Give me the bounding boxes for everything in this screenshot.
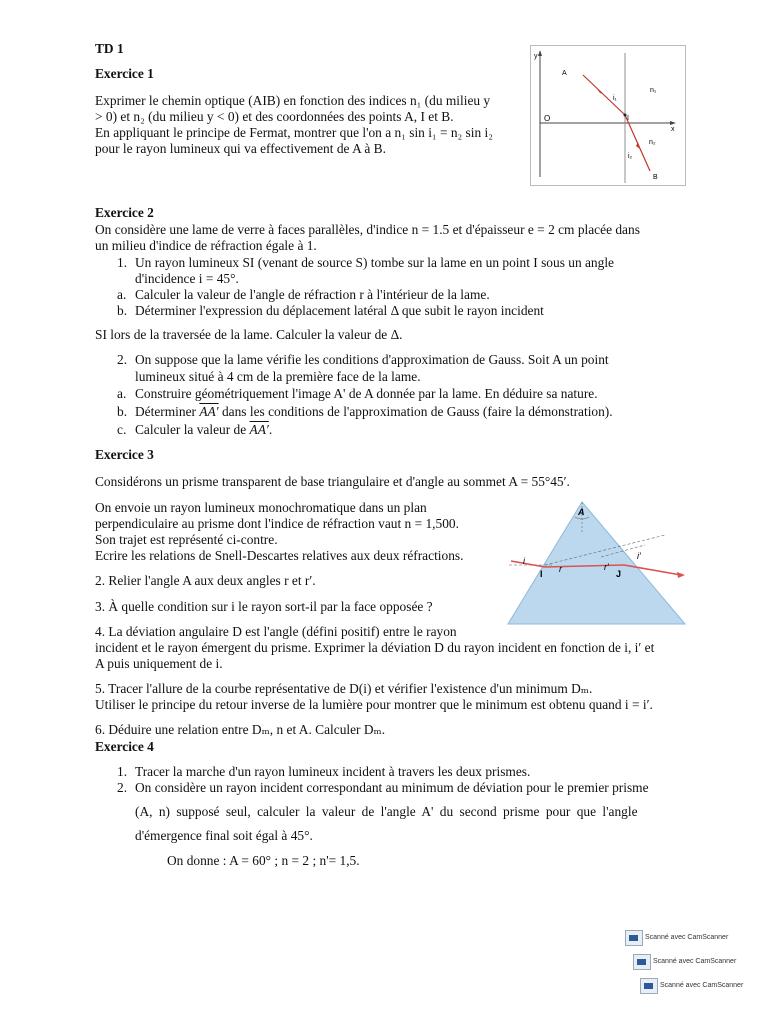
- camscanner-logo-icon: [640, 978, 658, 994]
- ex4-q2-line-2: (A, n) supposé seul, calculer la valeur de l'angle A' du second prisme pour que l'angle: [135, 804, 638, 819]
- label-point-j: J: [616, 569, 622, 579]
- q2b-prefix: Déterminer: [135, 404, 200, 419]
- camscanner-logo-icon: [633, 954, 651, 970]
- exercise-4-heading: Exercice 4: [95, 739, 154, 754]
- scanner-stamp-2: [633, 954, 736, 970]
- exercise-1-heading: Exercice 1: [95, 66, 154, 81]
- ex1-line-3: En appliquant le principe de Fermat, montrer que l'on a n₁ sin i₁ = n₂ sin i₂: [95, 125, 493, 140]
- scanner-label-1: Scanné avec CamScanner: [645, 934, 729, 941]
- label-a: A: [562, 70, 567, 77]
- prism-figure: [505, 497, 695, 627]
- refraction-figure: [530, 45, 686, 186]
- label-y: y: [534, 53, 538, 60]
- camscanner-logo-icon: [625, 930, 643, 946]
- scanner-label-3: Scanné avec CamScanner: [660, 982, 744, 989]
- ex3-q6: 6. Déduire une relation entre Dₘ, n et A. Calculer Dₘ.: [95, 722, 386, 737]
- scanner-stamp-3: [640, 978, 743, 994]
- ex1-line-1: Exprimer le chemin optique (AIB) en fonction des indices n₁ (du milieu y: [95, 93, 491, 108]
- ex2-si-line: SI lors de la traversée de la lame. Calculer la valeur de Δ.: [95, 327, 403, 342]
- ex3-q5-line-2: Utiliser le principe du retour inverse de la lumière pour montrer que le minimum est obtenu quand i = i′.: [95, 697, 653, 712]
- ex1-line-4: pour le rayon lumineux qui va effectivement de A à B.: [95, 141, 386, 156]
- ex2-q2-line-1: On suppose que la lame vérifie les conditions d'approximation de Gauss. Soit A un point: [135, 352, 609, 367]
- label-i2: i₂: [628, 153, 633, 160]
- prism-triangle: [508, 502, 685, 624]
- ex2-q2-line-2: lumineux situé à 4 cm de la première face de la lame.: [135, 369, 421, 384]
- q2c-suffix: .: [268, 422, 273, 437]
- ex3-q5-line-1: 5. Tracer l'allure de la courbe représentative de D(i) et vérifier l'existence d'un minimum Dₘ.: [95, 681, 593, 696]
- ex3-q3: 3. À quelle condition sur i le rayon sort-il par la face opposée ?: [95, 599, 433, 614]
- label-r: r: [559, 564, 562, 574]
- label-apex-a: A: [578, 507, 585, 517]
- label-x: x: [671, 126, 675, 133]
- label-b: B: [653, 174, 658, 181]
- ex3-p1-line-1: On envoie un rayon lumineux monochromatique dans un plan: [95, 500, 427, 515]
- label-i-prime: i′: [637, 551, 641, 561]
- ex3-q4-line-1: 4. La déviation angulaire D est l'angle (défini positif) entre le rayon: [95, 624, 457, 639]
- page-title: TD 1: [95, 41, 124, 56]
- ex3-q2: 2. Relier l'angle A aux deux angles r et r′.: [95, 573, 316, 588]
- figure-frame: [531, 46, 686, 186]
- ex3-q4-line-3: A puis uniquement de i.: [95, 656, 223, 671]
- label-o: O: [544, 114, 551, 123]
- label-i: i: [523, 556, 525, 566]
- ex1-line-2: > 0) et n₂ (du milieu y < 0) et des coordonnées des points A, I et B.: [95, 109, 454, 124]
- ex2-intro-1: On considère une lame de verre à faces parallèles, d'indice n = 1.5 et d'épaisseur e = 2 cm placée dans: [95, 222, 640, 237]
- aa-vector: AA′: [199, 404, 219, 419]
- label-point-i: I: [540, 569, 543, 579]
- ex4-q2-line-1: On considère un rayon incident correspondant au minimum de déviation pour le premier prisme: [135, 780, 649, 795]
- ray-arrow: [677, 572, 685, 578]
- ex2-intro-2: un milieu d'indice de réfraction égale à 1.: [95, 238, 317, 253]
- ex2-q2c: [135, 422, 272, 438]
- ex2-q1-number: 1.: [117, 255, 128, 270]
- q2b-suffix: dans les conditions de l'approximation de Gauss (faire la démonstration).: [218, 404, 613, 419]
- ex2-q2a: Construire géométriquement l'image A' de A donnée par la lame. En déduire sa nature.: [135, 386, 598, 401]
- ex2-q2c-number: c.: [117, 422, 127, 437]
- label-n2: n₂: [649, 139, 656, 146]
- ex2-qb-number: b.: [117, 303, 128, 318]
- exercise-3-heading: Exercice 3: [95, 447, 154, 462]
- ex2-q2b-number: b.: [117, 404, 128, 419]
- q2c-prefix: Calculer la valeur de: [135, 422, 250, 437]
- ex3-p1-line-4: Ecrire les relations de Snell-Descartes relatives aux deux réfractions.: [95, 548, 464, 563]
- ex2-q1-line-1: Un rayon lumineux SI (venant de source S) tombe sur la lame en un point I sous un angle: [135, 255, 614, 270]
- ex2-qa: Calculer la valeur de l'angle de réfraction r à l'intérieur de la lame.: [135, 287, 490, 302]
- ex4-q1-number: 1.: [117, 764, 128, 779]
- ex2-q2b: [135, 404, 613, 420]
- ex4-q2-number: 2.: [117, 780, 128, 795]
- label-i1: i₁: [613, 95, 617, 102]
- label-i: I: [627, 115, 629, 122]
- ex4-q1: Tracer la marche d'un rayon lumineux incident à travers les deux prismes.: [135, 764, 531, 779]
- scanner-label-2: Scanné avec CamScanner: [653, 958, 737, 965]
- ex2-q1-line-2: d'incidence i = 45°.: [135, 271, 239, 286]
- ex2-qb: Déterminer l'expression du déplacement latéral Δ que subit le rayon incident: [135, 303, 544, 318]
- ex4-given-values: On donne : A = 60° ; n = 2 ; n'= 1,5.: [167, 853, 360, 868]
- ex4-q2-line-3: d'émergence final soit égal à 45°.: [135, 828, 313, 843]
- ex2-qa-number: a.: [117, 287, 127, 302]
- ex2-q2-number: 2.: [117, 352, 128, 367]
- ex3-p1-line-3: Son trajet est représenté ci-contre.: [95, 532, 278, 547]
- ex3-intro: Considérons un prisme transparent de base triangulaire et d'angle au sommet A = 55°45′.: [95, 474, 570, 489]
- incident-ray: [511, 561, 545, 567]
- label-n1: n₁: [650, 87, 657, 94]
- label-r-prime: r′: [604, 562, 609, 572]
- exercise-2-heading: Exercice 2: [95, 205, 154, 220]
- aa-vector-2: AA′: [249, 422, 269, 437]
- ex2-q2a-number: a.: [117, 386, 127, 401]
- ex3-q4-line-2: incident et le rayon émergent du prisme. Exprimer la déviation D du rayon incident en fonction de i, i′ et: [95, 640, 655, 655]
- ex3-p1-line-2: perpendiculaire au prisme dont l'indice de réfraction vaut n = 1,500.: [95, 516, 459, 531]
- scanner-stamp-1: [625, 930, 728, 946]
